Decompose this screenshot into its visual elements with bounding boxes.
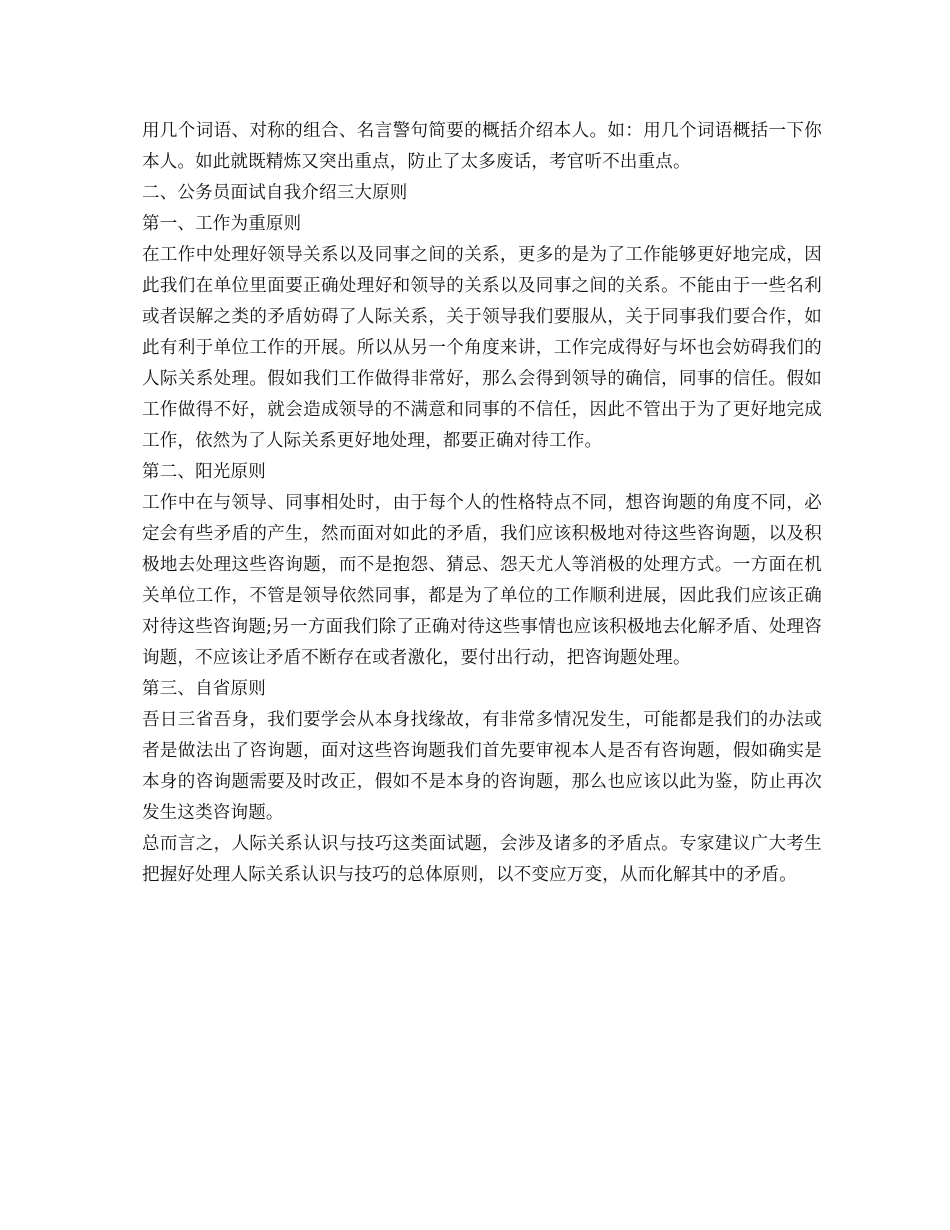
- paragraph-self-reflection: 吾日三省吾身，我们要学会从本身找缘故，有非常多情况发生，可能都是我们的办法或者是做法出了咨询题，面对这些咨询题我们首先要审视本人是否有咨询题，假如确实是本身的咨询题需要及时改正，假如不是本身的咨询题，那么也应该以此为鉴，防止再次发生这类咨询题。: [142, 710, 822, 823]
- paragraph-conclusion: 总而言之，人际关系认识与技巧这类面试题，会涉及诸多的矛盾点。专家建议广大考生把握好处理人际关系认识与技巧的总体原则，以不变应万变，从而化解其中的矛盾。: [142, 834, 822, 885]
- subheading-self-reflection: 第三、自省原则: [142, 679, 266, 699]
- document-body: [142, 116, 822, 891]
- subheading-work-first: 第一、工作为重原则: [142, 214, 302, 234]
- subheading-sunshine: 第二、阳光原则: [142, 462, 266, 482]
- paragraph-work-first: 在工作中处理好领导关系以及同事之间的关系，更多的是为了工作能够更好地完成，因此我们在单位里面要正确处理好和领导的关系以及同事之间的关系。不能由于一些名利或者误解之类的矛盾妨碍了人际关系，关于领导我们要服从，关于同事我们要合作，如此有利于单位工作的开展。所以从另一个角度来讲，工作完成得好与坏也会妨碍我们的人际关系处理。假如我们工作做得非常好，那么会得到领导的确信，同事的信任。假如工作做得不好，就会造成领导的不满意和同事的不信任，因此不管出于为了更好地完成工作，依然为了人际关系更好地处理，都要正确对待工作。: [142, 245, 822, 451]
- paragraph-intro-summary: 用几个词语、对称的组合、名言警句简要的概括介绍本人。如：用几个词语概括一下你本人。如此就既精炼又突出重点，防止了太多废话，考官听不出重点。: [142, 121, 822, 172]
- section-heading-principles: 二、公务员面试自我介绍三大原则: [142, 183, 408, 203]
- paragraph-sunshine: 工作中在与领导、同事相处时，由于每个人的性格特点不同，想咨询题的角度不同，必定会有些矛盾的产生，然而面对如此的矛盾，我们应该积极地对待这些咨询题，以及积极地去处理这些咨询题，而不是抱怨、猜忌、怨天尤人等消极的处理方式。一方面在机关单位工作，不管是领导依然同事，都是为了单位的工作顺利进展，因此我们应该正确对待这些咨询题;另一方面我们除了正确对待这些事情也应该积极地去化解矛盾、处理咨询题，不应该让矛盾不断存在或者激化，要付出行动，把咨询题处理。: [142, 493, 822, 668]
